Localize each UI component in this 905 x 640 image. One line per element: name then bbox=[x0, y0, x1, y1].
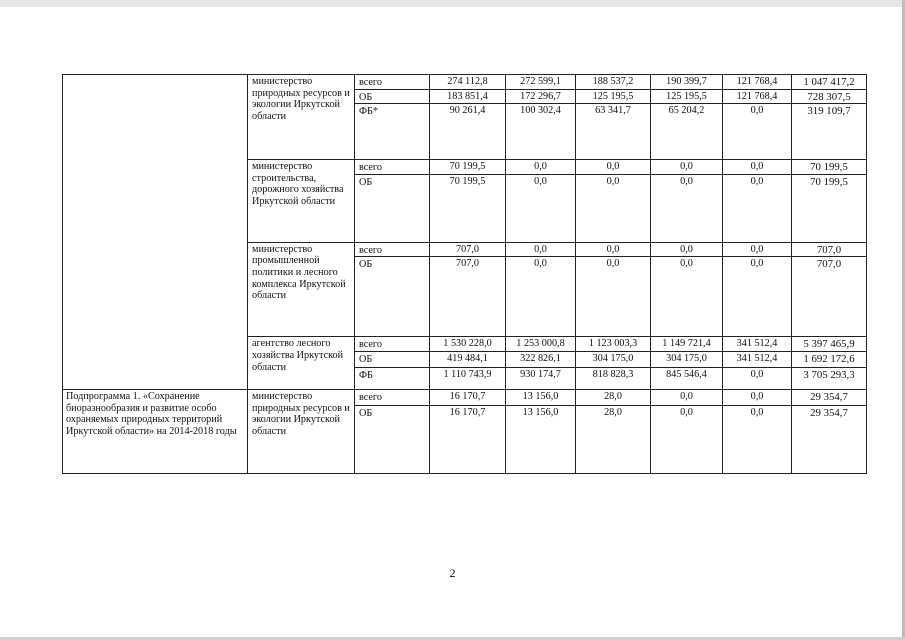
value-cell: 16 170,7 bbox=[430, 389, 506, 405]
value-cell: 304 175,0 bbox=[576, 351, 651, 367]
value-cell: 0,0 bbox=[506, 160, 576, 175]
value-cell: 63 341,7 bbox=[576, 104, 651, 160]
total-cell: 70 199,5 bbox=[792, 174, 867, 242]
executor-cell: министерство природных ресурсов и экологии Иркутской области bbox=[248, 389, 355, 473]
value-cell: 70 199,5 bbox=[430, 160, 506, 175]
value-cell: 0,0 bbox=[723, 174, 792, 242]
value-cell: 0,0 bbox=[576, 174, 651, 242]
value-cell: 0,0 bbox=[723, 104, 792, 160]
value-cell: 1 149 721,4 bbox=[651, 337, 723, 352]
value-cell: 172 296,7 bbox=[506, 89, 576, 104]
total-cell: 29 354,7 bbox=[792, 405, 867, 473]
source-cell: всего bbox=[355, 337, 430, 352]
value-cell: 274 112,8 bbox=[430, 75, 506, 90]
value-cell: 125 195,5 bbox=[651, 89, 723, 104]
value-cell: 0,0 bbox=[576, 242, 651, 257]
source-cell: всего bbox=[355, 242, 430, 257]
executor-cell: министерство промышленной политики и лесного комплекса Иркутской области bbox=[248, 242, 355, 337]
value-cell: 65 204,2 bbox=[651, 104, 723, 160]
scan-top-edge bbox=[0, 0, 905, 7]
value-cell: 845 546,4 bbox=[651, 367, 723, 389]
value-cell: 1 110 743,9 bbox=[430, 367, 506, 389]
value-cell: 13 156,0 bbox=[506, 389, 576, 405]
source-cell: ОБ bbox=[355, 351, 430, 367]
total-cell: 707,0 bbox=[792, 257, 867, 337]
executor-cell: агентство лесного хозяйства Иркутской области bbox=[248, 337, 355, 390]
value-cell: 0,0 bbox=[576, 257, 651, 337]
value-cell: 0,0 bbox=[576, 160, 651, 175]
page-number: 2 bbox=[449, 566, 456, 580]
value-cell: 183 851,4 bbox=[430, 89, 506, 104]
value-cell: 13 156,0 bbox=[506, 405, 576, 473]
source-cell: ФБ* bbox=[355, 104, 430, 160]
value-cell: 16 170,7 bbox=[430, 405, 506, 473]
value-cell: 0,0 bbox=[651, 257, 723, 337]
value-cell: 0,0 bbox=[506, 242, 576, 257]
value-cell: 70 199,5 bbox=[430, 174, 506, 242]
total-cell: 1 692 172,6 bbox=[792, 351, 867, 367]
value-cell: 0,0 bbox=[651, 160, 723, 175]
value-cell: 0,0 bbox=[723, 405, 792, 473]
source-cell: ФБ bbox=[355, 367, 430, 389]
value-cell: 1 123 003,3 bbox=[576, 337, 651, 352]
executor-cell: министерство строительства, дорожного хозяйства Иркутской области bbox=[248, 160, 355, 243]
source-cell: ОБ bbox=[355, 405, 430, 473]
value-cell: 190 399,7 bbox=[651, 75, 723, 90]
value-cell: 121 768,4 bbox=[723, 75, 792, 90]
total-cell: 707,0 bbox=[792, 242, 867, 257]
value-cell: 0,0 bbox=[723, 160, 792, 175]
source-cell: всего bbox=[355, 75, 430, 90]
source-cell: ОБ bbox=[355, 174, 430, 242]
total-cell: 5 397 465,9 bbox=[792, 337, 867, 352]
value-cell: 341 512,4 bbox=[723, 337, 792, 352]
executor-cell: министерство природных ресурсов и экологии Иркутской области bbox=[248, 75, 355, 160]
value-cell: 28,0 bbox=[576, 389, 651, 405]
value-cell: 707,0 bbox=[430, 257, 506, 337]
value-cell: 0,0 bbox=[651, 242, 723, 257]
total-cell: 70 199,5 bbox=[792, 160, 867, 175]
value-cell: 0,0 bbox=[651, 389, 723, 405]
value-cell: 0,0 bbox=[723, 389, 792, 405]
budget-table bbox=[62, 74, 867, 474]
value-cell: 0,0 bbox=[651, 405, 723, 473]
value-cell: 419 484,1 bbox=[430, 351, 506, 367]
program-cell-empty bbox=[63, 75, 248, 390]
table-row bbox=[63, 389, 867, 405]
value-cell: 125 195,5 bbox=[576, 89, 651, 104]
value-cell: 90 261,4 bbox=[430, 104, 506, 160]
value-cell: 707,0 bbox=[430, 242, 506, 257]
value-cell: 0,0 bbox=[506, 257, 576, 337]
total-cell: 1 047 417,2 bbox=[792, 75, 867, 90]
total-cell: 319 109,7 bbox=[792, 104, 867, 160]
source-cell: всего bbox=[355, 389, 430, 405]
total-cell: 29 354,7 bbox=[792, 389, 867, 405]
total-cell: 728 307,5 bbox=[792, 89, 867, 104]
value-cell: 341 512,4 bbox=[723, 351, 792, 367]
value-cell: 0,0 bbox=[723, 257, 792, 337]
total-cell: 3 705 293,3 bbox=[792, 367, 867, 389]
source-cell: всего bbox=[355, 160, 430, 175]
value-cell: 272 599,1 bbox=[506, 75, 576, 90]
source-cell: ОБ bbox=[355, 89, 430, 104]
value-cell: 28,0 bbox=[576, 405, 651, 473]
table-row bbox=[63, 75, 867, 90]
value-cell: 188 537,2 bbox=[576, 75, 651, 90]
value-cell: 121 768,4 bbox=[723, 89, 792, 104]
value-cell: 1 253 000,8 bbox=[506, 337, 576, 352]
value-cell: 100 302,4 bbox=[506, 104, 576, 160]
value-cell: 0,0 bbox=[723, 242, 792, 257]
program-cell: Подпрограмма 1. «Сохранение биоразнообразия и развитие особо охраняемых природных территорий Иркутской области» на 2014-2018 годы bbox=[63, 389, 248, 473]
value-cell: 0,0 bbox=[651, 174, 723, 242]
value-cell: 322 826,1 bbox=[506, 351, 576, 367]
value-cell: 304 175,0 bbox=[651, 351, 723, 367]
value-cell: 1 530 228,0 bbox=[430, 337, 506, 352]
value-cell: 930 174,7 bbox=[506, 367, 576, 389]
value-cell: 0,0 bbox=[506, 174, 576, 242]
value-cell: 818 828,3 bbox=[576, 367, 651, 389]
source-cell: ОБ bbox=[355, 257, 430, 337]
value-cell: 0,0 bbox=[723, 367, 792, 389]
